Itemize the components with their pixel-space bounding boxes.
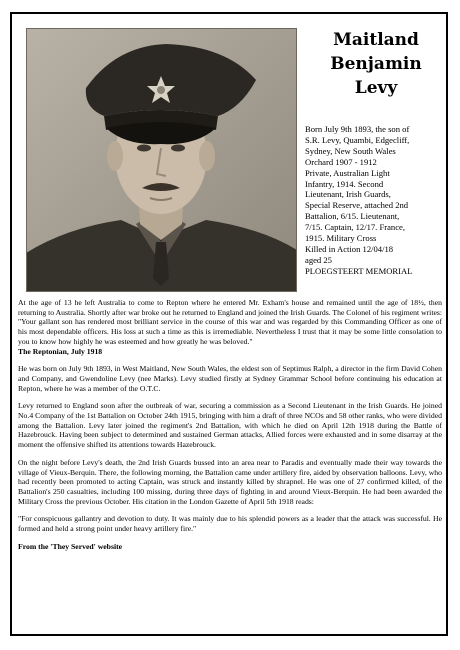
name-middle: Benjamin — [330, 54, 422, 74]
article-body — [18, 298, 442, 559]
paragraph-source: The Reptonian, July 1918 — [18, 346, 103, 356]
portrait-illustration — [26, 28, 297, 292]
biography-summary — [305, 124, 445, 277]
name-last: Levy — [354, 78, 398, 98]
person-name — [314, 28, 438, 100]
bio-line: S.R. Levy, Quambi, Edgecliff, — [305, 134, 410, 145]
bio-line: Killed in Action 12/04/18 — [305, 243, 394, 254]
bio-line: 1915. Military Cross — [305, 233, 377, 244]
paragraph-war-service: Levy returned to England soon after the outbreak of war, securing a commission as a Second Lieutenant in the Irish Guards. He joined No.4 Company of the 1st Battalion on October 24th 1915, bringing with him a draft of three NCOs and 58 other ranks, who were divided among the Battalion. Levy later joined the regiment's 2nd Battalion, with which he died on April 12th 1918 during the Battle of Hazebrouck. Having been subject to determined and sustained German attacks, Allied forces were exhausted and in some disarray at the moment the offensive shifted its attentions towards Hazebrouck. — [18, 401, 442, 450]
memorial-page — [10, 12, 448, 636]
bio-line: aged 25 — [305, 254, 332, 265]
paragraph-citation: "For conspicuous gallantry and devotion to duty. It was mainly due to his splendid powers as a leader that the attack was successful. He formed and held a strong point under heavy artillery fire." — [18, 514, 442, 534]
bio-line: Sydney, New South Wales — [305, 145, 396, 156]
portrait-photo — [26, 28, 297, 292]
bio-line: 7/15. Captain, 12/17. France, — [305, 222, 406, 233]
paragraph-early-life: He was born on July 9th 1893, in West Maitland, New South Wales, the eldest son of Septimus Ralph, a director in the firm David Cohen and Company, and Gwendoline Levy (nee Marks). Levy studied firstly at Sydney Grammar School before continuing his education at Repton, where he was a member of the O.T.C. — [18, 364, 442, 393]
bio-line: Born July 9th 1893, the son of — [305, 124, 410, 134]
name-first: Maitland — [333, 30, 419, 50]
bio-line: Orchard 1907 - 1912 — [305, 156, 377, 167]
bio-line: Infantry, 1914. Second — [305, 178, 384, 189]
source-footer: From the 'They Served' website — [18, 541, 123, 551]
bio-line: Battalion, 6/15. Lieutenant, — [305, 211, 400, 222]
paragraph-death: On the night before Levy's death, the 2nd Irish Guards bussed into an area near to Paradis and eventually made their way towards the village of Vieux-Berquin. There, the following morning, the Battalion came under artillery fire, aided by observation balloons. Levy, who had recently been promoted to acting Captain, was struck and instantly killed by shrapnel. He was one of 27 confirmed killed, of the Battalion's 250 casualties, including 100 missing, during three days of fighting in and around Vieux-Berquin. He had been awarded the Military Cross the previous October. His citation in the London Gazette of April 5th 1918 reads: — [18, 457, 442, 506]
bio-line: PLOEGSTEERT MEMORIAL — [305, 265, 413, 276]
bio-line: Special Reserve, attached 2nd — [305, 200, 409, 211]
bio-line: Lieutenant, Irish Guards, — [305, 189, 391, 200]
bio-line: Private, Australian Light — [305, 167, 390, 178]
paragraph-repton: At the age of 13 he left Australia to come to Repton where he entered Mr. Exham's house and remained until the age of 18½, then returning to Australia. Shortly after war broke out he returned to England and joined the Irish Guards. The Colonel of his regiment writes: "Your gallant son has rendered most brilliant service in the course of this war and was regarded by this Commanding Officer as one of his most dependable officers. His loss at such a time as this is irremediable. Nevertheless I trust that it may be some little consolation to you to know how highly he was esteemed and how greatly he was beloved." — [18, 298, 442, 346]
